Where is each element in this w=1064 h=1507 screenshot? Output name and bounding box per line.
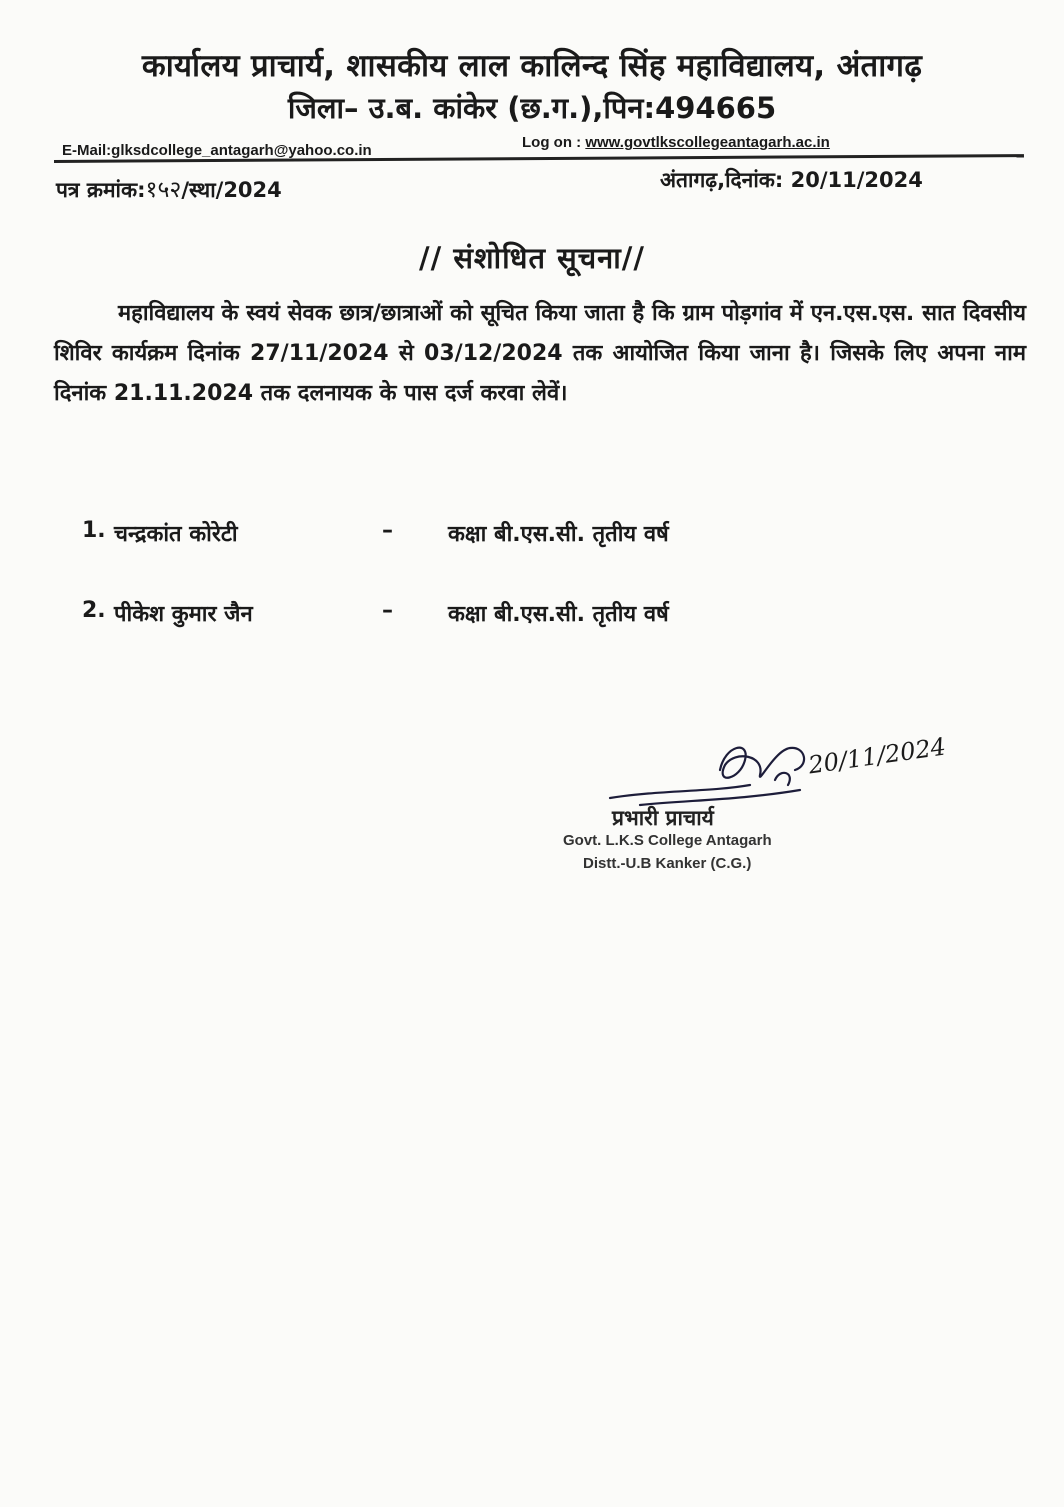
- website-label: Log on :: [522, 134, 582, 151]
- reference-prefix: पत्र क्रमांक:: [56, 178, 146, 202]
- reference-suffix: /स्था/2024: [181, 178, 282, 202]
- notice-title: // संशोधित सूचना//: [419, 241, 645, 275]
- student-class: कक्षा बी.एस.सी. तृतीय वर्ष: [448, 522, 669, 547]
- signatory-title: प्रभारी प्राचार्य: [612, 806, 714, 830]
- website-line: [522, 134, 830, 151]
- stamp-district: Distt.-U.B Kanker (C.G.): [583, 855, 752, 872]
- student-name: चन्द्रकांत कोरेटी: [114, 522, 238, 547]
- signature-date: 20/11/2024: [806, 732, 948, 780]
- website-url: www.govtlkscollegeantagarh.ac.in: [585, 134, 830, 151]
- district-pin-heading: जिला– उ.ब. कांकेर (छ.ग.),पिन:494665: [287, 91, 777, 125]
- letter-date: अंतागढ़,दिनांक: 20/11/2024: [660, 168, 923, 192]
- reference-number: १५२: [145, 177, 182, 203]
- letter-reference: [56, 172, 282, 204]
- student-number: 1.: [82, 518, 106, 543]
- student-name: पीकेश कुमार जैन: [114, 602, 253, 627]
- office-heading: कार्यालय प्राचार्य, शासकीय लाल कालिन्द सिंह महाविद्यालय, अंतागढ़: [141, 48, 923, 84]
- separator-dash: –: [382, 598, 393, 623]
- student-class: कक्षा बी.एस.सी. तृतीय वर्ष: [448, 602, 669, 627]
- student-number: 2.: [82, 598, 106, 623]
- notice-body: महाविद्यालय के स्वयं सेवक छात्र/छात्राओं को सूचित किया जाता है कि ग्राम पोड़गांव में एन.एस.एस. सात दिवसीय शिविर कार्यक्रम दिनांक 27/11/2024 से 03/12/2024 तक आयोजित किया जाना है। जिसके लिए अपना नाम दिनांक 21.11.2024 तक दलनायक के पास दर्ज करवा लेवें।: [54, 301, 1026, 406]
- email-address: E-Mail:glksdcollege_antagarh@yahoo.co.in: [62, 142, 372, 159]
- separator-dash: –: [382, 518, 393, 543]
- stamp-college: Govt. L.K.S College Antagarh: [563, 832, 772, 849]
